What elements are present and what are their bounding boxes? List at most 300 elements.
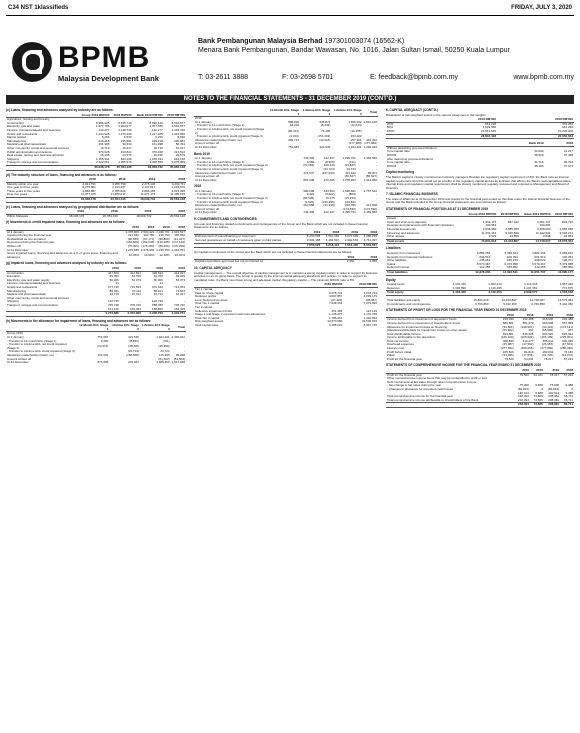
table-cell: 23,579 [122, 153, 132, 158]
table-cell: 0 [541, 387, 543, 391]
table-cell: 156,826 [152, 306, 163, 311]
table-cell: 5,369,524 [504, 251, 518, 255]
table-cell: (55,902) [502, 328, 514, 333]
table-cell: 625,944 [562, 331, 573, 336]
table-cell: Amount written off [7, 356, 32, 361]
table-cell: 11,651,737 [519, 270, 547, 275]
table-cell: Over five years [7, 192, 28, 197]
table-header-cell: Bank 2019 RM'000 [133, 114, 164, 118]
table-cell: Finance, insurance/takaful and business [7, 281, 61, 286]
table-cell: 705,726 [174, 302, 185, 307]
table-row [6, 214, 186, 218]
table-cell: Written off [7, 244, 21, 248]
table-cell: Allowance made/(written back), net [195, 203, 242, 208]
table-cell: 14,718,007 [520, 239, 552, 244]
note-table [386, 369, 574, 408]
note-table [6, 226, 186, 259]
table-cell: 270,605 [323, 177, 335, 182]
table-cell: 9,380 [100, 338, 109, 343]
note-paragraph: The Bank's capital is closely monitored and actively managed. Besides the regulatory capital requirement of 8%, the Bank sets an internal capital requirement limit that would act as a buffer to the regulatory capital and as an indicator that affirms the Bank's well capitalised status. Internal limits and regulatory capital requirement shall be closely monitored, regularly reviewed and reported to Management and Board of Directors. [386, 174, 572, 190]
logo-subtitle: Malaysia Development Bank [58, 74, 159, 83]
table-cell: Disbursement of loans/financing to customers [195, 234, 256, 239]
table-cell: - [184, 338, 185, 343]
table-cell: 54,373 [175, 277, 185, 282]
table-cell: 75,000 [549, 383, 560, 388]
table-cell: 2,346,751 [171, 247, 185, 252]
table-cell: (81,503) [173, 356, 185, 361]
table-cell: 545,874 [319, 119, 331, 124]
table-cell: 751,987 [288, 144, 300, 149]
table-cell: (47,563) [522, 342, 534, 347]
table-row [194, 211, 378, 215]
table-cell: 54,373 [131, 277, 141, 282]
table-cell: 1,761,397 [363, 238, 377, 242]
table-cell: 1,330,890 [452, 285, 466, 290]
table-cell: 6,379,958 [504, 261, 518, 266]
table-cell: 11,483,047 [110, 192, 126, 197]
table-cell: At 31 December [7, 360, 29, 365]
table-header-cell: Lifetime ECL Stage 2 [109, 324, 140, 332]
table-cell: Total comprehensive income for the financial year [387, 394, 453, 399]
column-2 [194, 108, 378, 330]
table-header-cell: 2018 RM'000 [497, 213, 520, 217]
table-cell: 70,114 [131, 288, 141, 293]
table-cell: 7,513,405 [340, 243, 359, 248]
table-cell: (96,880) [158, 236, 170, 241]
table-header-cell: 2019 [127, 178, 157, 182]
table-cell: 2,499,922 [171, 335, 185, 340]
table-cell: 31.716 [534, 160, 544, 165]
table-cell: 162,425 [174, 306, 185, 311]
table-cell: - Transfer to Lifetime ECL not credit impaired (Stage 2) [195, 163, 268, 168]
table-cell: - [376, 134, 377, 139]
table-cell: 1,155,334 [96, 156, 110, 161]
note-heading: STATEMENTS OF FINANCIAL POSITION AS AT 31 DECEMBER 2019 [386, 207, 489, 212]
note-block [6, 109, 186, 171]
note-table [6, 114, 186, 171]
table-cell: 6,218,413 [321, 243, 340, 248]
table-cell: RWCR [387, 152, 397, 157]
table-cell: 1,295,761 [342, 210, 356, 215]
table-cell: 544,563 [323, 188, 335, 193]
table-cell: 9,446,506 [505, 230, 519, 235]
note-block [386, 247, 574, 275]
table-cell: 468,843 [502, 338, 514, 343]
table-cell: 2,112,256 [467, 291, 503, 296]
table-cell: (96,555) [127, 236, 139, 241]
table-cell: RWCR [387, 163, 397, 168]
note-table [194, 231, 378, 248]
table-cell: 2,137,917 [141, 185, 156, 190]
table-cell: 1,539,558 [482, 125, 496, 130]
note-table [386, 252, 574, 276]
table-cell: After deducting proposed dividend: [387, 156, 434, 161]
contact-web[interactable]: www.bpmb.com.my [513, 74, 574, 81]
table-cell: 50% [387, 125, 394, 130]
table-cell: (80,627) [344, 174, 356, 179]
table-cell: 2,275,901 [82, 185, 96, 190]
table-cell: Transport, storage and communication [7, 302, 59, 307]
table-cell: 50,334 [122, 142, 132, 147]
table-cell: 176,570 [303, 170, 315, 175]
table-cell: (37,420) [331, 297, 343, 302]
table-cell: (60,914) [547, 387, 560, 391]
table-cell: - Transfer to Lifetime ECL credit impaired (Stage 3) [7, 349, 75, 354]
table-cell: 2,360 [369, 259, 377, 264]
table-header-cell: 2018 [359, 231, 378, 235]
table-cell: 236,061 [479, 258, 491, 263]
table-cell: Commitments and contingencies [387, 301, 431, 306]
table-cell: 16,719 [100, 145, 110, 150]
table-cell: 73,825 [533, 394, 543, 399]
table-cell: 423,536 [319, 144, 331, 149]
table-header-cell: 2019 [495, 314, 515, 318]
table-cell: 1,002,410 [488, 282, 502, 287]
contact-tel: T: 03-2611 3888 [198, 74, 249, 81]
bank-address: Menara Bank Pembangunan, Bandar Wawasan, No. 1016, Jalan Sultan Ismail, 50250 Kuala Lumpur [198, 46, 510, 54]
table-cell: 5,250,608 [306, 234, 321, 239]
table-cell: 887,192 [507, 219, 519, 224]
table-cell: (60,914) [517, 387, 529, 391]
table-cell: 414,531 [130, 270, 141, 275]
table-cell: 2,414,050 [363, 177, 377, 182]
table-header-cell: 2018 [321, 231, 340, 235]
table-cell: 235,581 [174, 138, 185, 143]
table-cell: (167,633) [321, 170, 335, 175]
table-cell: 1,638,661 [342, 188, 356, 193]
table-header-cell: 2019 [302, 231, 321, 235]
table-cell: 218,494 [518, 397, 529, 402]
table-cell: 6,766,850 [475, 301, 489, 306]
table-cell: 161,398 [151, 142, 163, 147]
table-cell: Electricity, gas and water supply [7, 277, 50, 282]
table-cell: 1,294,894 [363, 315, 377, 320]
table-cell: 161,562 [97, 353, 109, 358]
table-cell: 2,433,300 [431, 291, 467, 296]
table-cell: Less: Deferred tax asset [195, 297, 228, 302]
table-cell: 2,278,146 [141, 181, 156, 186]
table-cell: 635,628 [522, 331, 534, 336]
table-cell: 2,785,026 [112, 188, 126, 193]
table-cell: (34,996) [502, 353, 514, 358]
table-cell: 73,825 [533, 397, 543, 402]
note-heading: (g) Impaired loans, financing and advances analysed by industry are as follows: [6, 261, 127, 266]
note-block [194, 153, 378, 183]
table-cell: 2018 [195, 116, 202, 121]
table-cell: 63,760 [131, 274, 141, 279]
table-cell: - Transfer to Lifetime ECL not credit impaired (Stage 2) [195, 196, 268, 201]
table-cell: 601,519 [479, 254, 491, 259]
table-cell: 11,077,475 [140, 192, 156, 197]
table-cell: At 1 January [195, 119, 212, 124]
note-table [194, 283, 378, 327]
table-cell: - Transfer to Lifetime ECL credit impaired (Stage 3) [195, 166, 263, 171]
note-table [6, 210, 186, 218]
table-cell: Cash and short-term deposits [387, 219, 427, 224]
table-header-cell: 2018 [97, 178, 127, 182]
table-cell: 232,488 [562, 317, 573, 322]
table-cell: 86,341 [109, 288, 119, 293]
table-cell: (31,726) [542, 353, 554, 358]
table-cell: 200,713 [288, 137, 300, 142]
table-total-row [6, 312, 186, 317]
table-cell: (277,890) [540, 346, 554, 351]
table-cell: 79,520 [504, 356, 514, 361]
table-cell: Gross impaired loans, financing and advances as a % of gross loans, financing and advances [7, 251, 118, 259]
table-cell: 2,499,922 [363, 144, 377, 149]
table-cell: 2,376,906 [140, 247, 155, 252]
table-cell: - Transfer to 12-month ECL (Stage 1) [7, 338, 57, 343]
table-cell: (81,503) [158, 356, 170, 361]
table-cell: 6,379,958 [559, 261, 573, 266]
note-table [386, 299, 574, 306]
note-block [6, 262, 186, 316]
table-cell: Income attributable to the depositors [387, 335, 436, 340]
table-cell: 3,078,999 [171, 160, 185, 165]
table-cell: 8,647,745 [363, 322, 377, 327]
table-cell: 6,766,850 [531, 301, 545, 306]
table-cell: 31,593,819 [361, 319, 377, 324]
contact-email[interactable]: E: feedback@bpmb.com.my [370, 74, 459, 81]
column-3 [386, 108, 574, 411]
table-cell: Overhead expenses [387, 342, 414, 347]
table-cell: 232,488 [522, 317, 534, 322]
table-cell: Stage 1 and Stage 2 expected credit loss allowances [195, 312, 266, 317]
table-cell: (8,622) [325, 192, 335, 197]
table-cell: 218,494 [514, 403, 530, 408]
table-row [386, 358, 574, 362]
table-cell: 4,239,179 [363, 294, 377, 299]
table-cell: 11,222,632 [535, 230, 551, 235]
table-cell: 122,735 [107, 299, 119, 304]
table-cell: Secured guarantees on behalf of customers given to third parties [195, 238, 282, 242]
table-cell: 2,422,661 [96, 160, 110, 165]
table-cell: 208,981 [548, 397, 560, 402]
table-header-cell: 2018 [120, 267, 142, 271]
table-cell: 1,324,421 [156, 335, 170, 340]
table-cell: Total Tier 1 capital [195, 301, 220, 306]
table-cell: Manufacturing [7, 138, 27, 143]
table-cell: 8,966,325 [96, 120, 110, 125]
table-cell: Core capital ratio [387, 160, 410, 165]
table-cell: 2,698,060 [537, 227, 551, 232]
table-cell: Total capital base [195, 322, 219, 327]
table-cell: Other community, social and personal services [7, 295, 69, 300]
table-cell: Within Malaysia [7, 213, 29, 218]
table-cell: 257 [567, 328, 573, 333]
table-cell: 2,301,188 [306, 238, 321, 242]
table-header-cell: 2018 [140, 226, 155, 230]
table-cell: 153,821 [344, 199, 356, 204]
table-cell: 18,009,732 [127, 198, 157, 203]
table-cell: 412,255 [479, 265, 491, 270]
table-cell: Sukuk [387, 261, 396, 266]
bank-name: Bank Pembangunan Malaysia Berhad [198, 38, 323, 45]
table-cell: 100,354 [562, 254, 573, 259]
note-block [386, 299, 574, 306]
table-cell: 64,031 [524, 356, 534, 361]
table-header-cell: 2018 [549, 142, 574, 146]
table-cell: 9,669 [306, 159, 315, 164]
table-cell: 2,398,556 [149, 160, 163, 165]
table-header-cell: Total [171, 324, 186, 332]
table-cell: 15,801,618 [473, 297, 489, 302]
table-cell: 716,543 [130, 284, 141, 289]
table-cell [6, 198, 67, 203]
table-cell: Agriculture, hunting and forestry [7, 117, 50, 122]
table-cell: 294,056 [344, 203, 356, 208]
table-cell: Profit for the financial year [387, 372, 422, 377]
table-cell: (35,490) [158, 344, 170, 349]
table-cell: Income derived from investment of shareholders' funds [387, 320, 460, 325]
table-cell: 9,422 [306, 192, 315, 197]
table-cell: (14,972) [561, 353, 573, 358]
table-cell: 16,719 [109, 292, 119, 297]
table-cell: 14,718,007 [529, 297, 545, 302]
note-block [194, 267, 378, 328]
table-cell: 169,493 [130, 306, 141, 311]
table-cell: 2,638 [542, 234, 551, 239]
table-header-cell: 2018 [530, 369, 544, 373]
table-cell: - Net change in fair value during the year [387, 383, 442, 388]
table-header-cell: Lifetime ECL Stage 3 [140, 324, 171, 332]
table-cell: 1,087,430 [559, 282, 573, 287]
table-cell: (225,001) [560, 335, 573, 340]
table-cell: Amount written off [195, 174, 220, 179]
note-paragraph: Capital management — The overall objective of capital management is to maintain a strong capital position in order to support its business activities on an on-going basis. The Group is guided by the internal capital adequacy standards and policies. In order to support its mandated roles, the Bank must have strong and adequate capital. Regulatory capital — The minimum RWCR ratio is 8%. [194, 270, 378, 282]
table-cell: 3,929 [488, 234, 497, 239]
note-table [6, 324, 186, 365]
table-cell: 2,360 [346, 259, 355, 264]
table-cell: - [376, 196, 377, 201]
table-header-cell: 2019 [155, 226, 170, 230]
table-header-cell: 12-Month ECL Stage 1 [267, 109, 300, 117]
table-cell: 749,405 [303, 156, 315, 161]
table-cell: 400,935 [562, 338, 573, 343]
table-cell: 390,780 [143, 233, 155, 238]
table-cell: (151,003) [317, 134, 331, 139]
table-cell: (70,374) [97, 344, 109, 349]
table-cell: 370,328 [98, 149, 110, 154]
table-cell: (198,501) [520, 324, 534, 329]
table-cell: 105,143 [323, 163, 335, 168]
table-header-cell: 2019 [98, 267, 120, 271]
table-cell: 50,334 [175, 142, 185, 147]
table-cell: 18,009,732 [136, 213, 152, 218]
table-cell: 705,726 [130, 302, 141, 307]
table-header-cell: 2019 [119, 210, 153, 214]
table-cell: 1,244,928 [96, 131, 110, 136]
table-cell: 586,801 [502, 320, 514, 325]
table-cell: 370,328 [151, 149, 163, 154]
table-cell: 185,962 [562, 265, 573, 270]
table-cell: (15,153) [344, 196, 356, 201]
table-cell: 670,649 [152, 284, 163, 289]
table-cell: 21 [159, 281, 163, 286]
table-cell: (277,890) [500, 346, 514, 351]
table-cell: (280,066) [560, 346, 573, 351]
table-header-cell: Lifetime ECL Stage 3 [331, 109, 362, 117]
table-cell: 21,234,000 [557, 128, 573, 133]
table-cell: 11,995,177 [546, 270, 574, 275]
table-header-cell: 2019 [51, 210, 85, 214]
table-cell: 2,598,060 [482, 227, 497, 232]
table-cell: 413,508 [366, 203, 377, 208]
table-cell: - Transfer to 12-month ECL (Stage 1) [195, 192, 245, 197]
table-cell: (162,646) [141, 240, 155, 245]
table-cell: 73,160 [563, 349, 573, 354]
table-cell: - [376, 192, 377, 197]
table-cell: 7,279,836 [363, 301, 377, 306]
table-cell: - Transfer to 12-month ECL (Stage 1) [195, 159, 245, 164]
table-cell: Finance cost [387, 346, 405, 351]
table-header-cell: 2018 RM'000 [504, 118, 574, 122]
table-cell: 36,009,732 [133, 165, 164, 170]
table-cell: 21,641,646 [480, 128, 496, 133]
table-total-row [6, 198, 186, 203]
table-cell: - Changes in allowance for expected credit losses [387, 387, 454, 391]
table-cell: 18,038,178 [67, 198, 97, 203]
table-cell: Collective impairment funds [195, 308, 232, 313]
table-cell: 13,573,354 [551, 239, 574, 244]
table-header-cell: 2019 [544, 369, 560, 373]
table-cell: Reclassified as non-impaired [7, 236, 46, 241]
table-total-row [194, 243, 378, 248]
note-block [386, 142, 574, 168]
table-cell: Total net income [387, 338, 409, 343]
table-row [386, 165, 574, 169]
table-cell: 124,129 [366, 308, 377, 313]
table-cell: At 31 December [195, 210, 217, 215]
table-cell: - [376, 123, 377, 128]
table-cell: (Allowance)/writeback for impairment losses on other assets [387, 328, 467, 333]
table-header-cell: 2018 RM'000 [346, 283, 378, 287]
table-cell: Transport, storage and communication [7, 160, 59, 165]
table-cell: 6,570,467 [476, 261, 491, 266]
table-cell: 160,043 [542, 349, 554, 354]
table-cell: 3,078,724 [363, 290, 377, 295]
note-table [386, 142, 574, 168]
table-header-cell: 2019 RM'000 [312, 283, 344, 287]
table-cell: 1,964,977 [171, 124, 185, 129]
table-cell: (17,656) [522, 353, 534, 358]
table-cell: 11,322,641 [491, 270, 519, 275]
table-cell: Recovered during the financial year [7, 240, 55, 245]
table-cell: 140,914 [548, 390, 560, 395]
table-cell: 4,882,106 [532, 251, 546, 255]
table-cell [6, 312, 98, 317]
notes-title: NOTES TO THE FINANCIAL STATEMENTS - 31 DECEMBER 2019 (CONT'D.) [6, 95, 574, 104]
table-cell: 2,236,760 [142, 312, 164, 317]
table-cell: 16,017 [122, 145, 132, 150]
table-cell: (153,605) [126, 240, 139, 245]
table-cell [194, 243, 302, 248]
table-cell: (89,466) [158, 244, 170, 248]
table-cell: - Transfer to Lifetime ECL not credit impaired (Stage 2) [7, 342, 67, 350]
table-cell: 16,196 [100, 153, 110, 158]
table-cell: 18,204 [289, 123, 300, 128]
note-heading: STATEMENTS OF PROFIT OR LOSS FOR THE FINANCIAL YEAR ENDED 31 DECEMBER 2019 [386, 308, 527, 313]
table-cell: Risk-weighted assets [195, 319, 224, 324]
table-cell: 7,649,161 [328, 301, 343, 306]
table-cell: Construction [7, 270, 24, 275]
table-header-cell: 2018 [156, 178, 186, 182]
table-cell: 257 [528, 328, 534, 333]
table-header-cell: 2019 [514, 369, 530, 373]
table-cell: (60,341) [287, 128, 300, 133]
table-cell: 69,029 [175, 274, 185, 279]
table-cell: 16,017 [175, 145, 185, 150]
